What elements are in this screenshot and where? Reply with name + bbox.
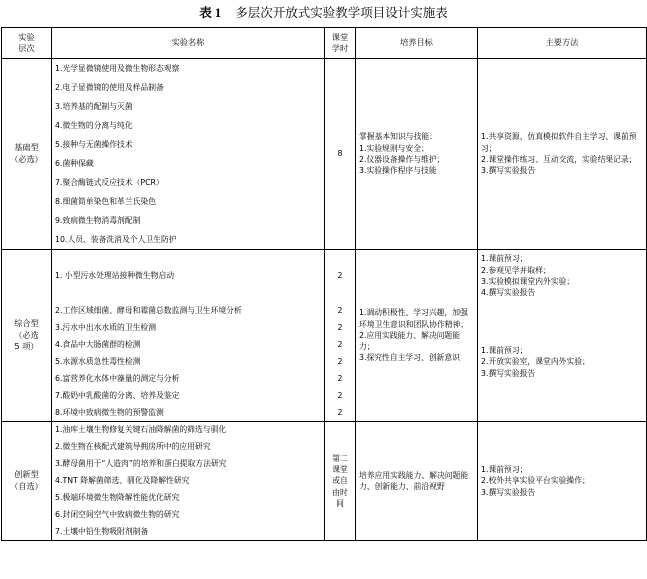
hours-cell: 2 [325,320,356,337]
header-hours: 课堂 学时 [325,28,356,59]
method-basic: 1.共享资源、仿真模拟软件自主学习、课前预习； 2.课堂操作练习、互动交流，实验结果记录； 3.撰写实验报告 [478,59,647,250]
list-item: 9.致病微生物消毒剂配制 [52,212,325,231]
list-item: 5.接种与无菌操作技术 [52,136,325,155]
list-item: 6.封闭空间空气中致病微生物的研究 [52,507,325,524]
hours-cell: 2 [325,337,356,354]
method-comprehensive-top: 1.课前预习； 2.参观见学并取样； 3.实验模拟课堂内外实验； 4.撰写实验报告 [478,250,647,303]
list-item: 4.微生物的分离与纯化 [52,117,325,136]
goal-innovative: 培养应用实践能力、解决问题能力、创新能力、前沿视野 [356,422,478,541]
goal-basic: 掌握基本知识与技能： 1.实验规则与安全； 2.仪器设备操作与维护； 3.实验操作程序与技能 [356,59,478,250]
hours-cell: 2 [325,405,356,422]
goal-comprehensive: 1.调动积极性、学习兴趣，加强环境卫生意识和团队协作精神； 2.应用实践能力、解决问题能力； 3.探究性自主学习、创新意识 [356,250,478,422]
list-item: 8.环境中致病微生物的预警监测 [52,405,325,422]
hours-basic: 8 [325,59,356,250]
list-item: 1.油库土壤生物修复关键石油降解菌的筛选与驯化 [52,422,325,439]
list-item: 4.TNT 降解菌筛选、驯化及降解性研究 [52,473,325,490]
list-item: 6.菌种保藏 [52,155,325,174]
header-level: 实验 层次 [2,28,52,59]
list-item: 2.微生物在核配式建筑导拥房所中的应用研究 [52,439,325,456]
list-item: 3.污水中出水水质的卫生检测 [52,320,325,337]
method-comprehensive-bottom: 1.课前预习； 2.开放实验室，课堂内外实验； 3.撰写实验报告 [478,303,647,422]
header-name: 实验名称 [52,28,325,59]
hours-cell: 2 [325,303,356,320]
list-item: 10.人员、装备洗消及个人卫生防护 [52,231,325,250]
table-caption [0,0,647,26]
list-item: 1.光学显微镜使用及微生物形态观察 [52,59,325,79]
list-item: 4.食品中大肠菌群的检测 [52,337,325,354]
hours-innovative: 第二课堂或自由时间 [325,422,356,541]
list-item: 2.工作区域细菌、酵母和霉菌总数监测与卫生环境分析 [52,303,325,320]
level-innovative: 创新型 （自选） [2,422,52,541]
list-item: 3.酵母菌用于“人造肉”的培养和蛋白提取方法研究 [52,456,325,473]
list-item: 5.水源水质急性毒性检测 [52,354,325,371]
header-goal: 培养目标 [356,28,478,59]
list-item: 5.极端环境微生物降解性能优化研究 [52,490,325,507]
hours-cell: 2 [325,250,356,303]
list-item: 7.聚合酶链式反应技术（PCR） [52,174,325,193]
list-item: 7.土壤中铅生物吸附剂制备 [52,524,325,541]
list-item: 6.富营养化水体中藻量的测定与分析 [52,371,325,388]
hours-cell: 2 [325,371,356,388]
list-item: 2.电子显微镜的使用及样品制备 [52,79,325,98]
hours-cell: 2 [325,354,356,371]
method-innovative: 1.课前预习； 2.校外共享实验平台实验操作； 3.撰写实验报告 [478,422,647,541]
experiment-design-table [1,27,647,541]
list-item: 8.细菌简单染色和革兰氏染色 [52,193,325,212]
list-item: 3.培养基的配制与灭菌 [52,98,325,117]
caption-number: 表 1 [199,6,222,20]
list-item: 1. 小型污水处理站接种微生物启动 [52,250,325,303]
level-comprehensive: 综合型 （必选 5 项） [2,250,52,422]
list-item: 7.酸奶中乳酸菌的分离、培养及鉴定 [52,388,325,405]
level-basic: 基础型 （必选） [2,59,52,250]
caption-title: 多层次开放式实验教学项目设计实施表 [235,5,448,20]
hours-cell: 2 [325,388,356,405]
header-row [2,28,647,59]
header-method: 主要方法 [478,28,647,59]
